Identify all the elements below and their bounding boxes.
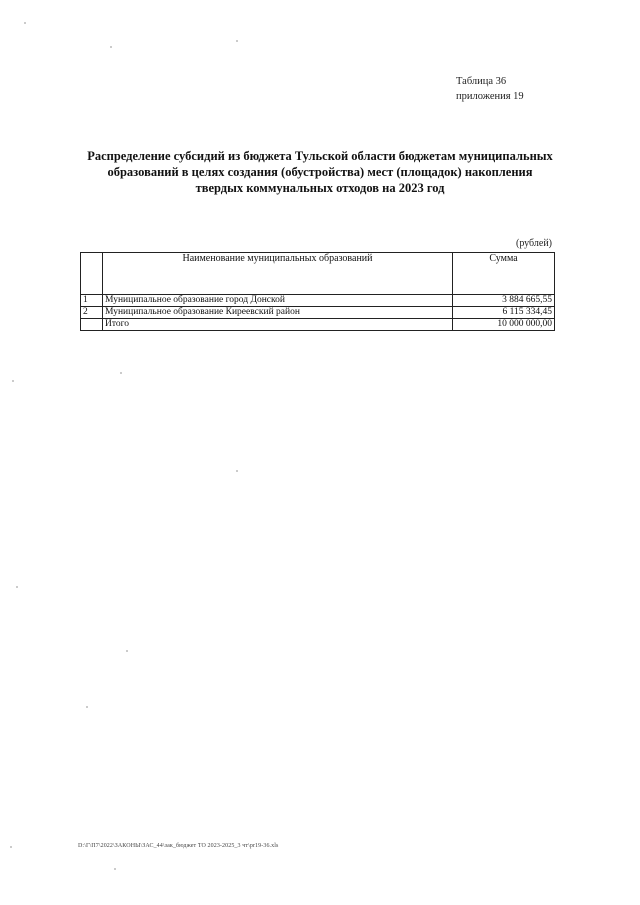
total-name-cell: Итого	[103, 319, 453, 331]
scan-speck	[120, 372, 122, 374]
annex-number-label: приложения 19	[456, 91, 524, 102]
row-number-cell: 2	[81, 307, 103, 319]
table-number-label: Таблица 36	[456, 76, 507, 87]
total-sum-cell: 10 000 000,00	[453, 319, 555, 331]
title-line-2: образований в целях создания (обустройства) мест (площадок) накопления	[107, 165, 533, 179]
table-row	[81, 295, 555, 307]
total-number-cell	[81, 319, 103, 331]
scan-speck	[24, 22, 26, 24]
scan-speck	[12, 380, 14, 382]
table-header-row	[81, 253, 555, 295]
currency-units-label: (рублей)	[515, 238, 552, 249]
header-name-cell: Наименование муниципальных образований	[103, 253, 453, 295]
document-title	[70, 148, 570, 196]
title-line-3: твердых коммунальных отходов на 2023 год	[195, 181, 445, 195]
scan-speck	[236, 40, 238, 42]
scan-speck	[86, 706, 88, 708]
scan-speck	[236, 470, 238, 472]
header-number-cell	[81, 253, 103, 295]
row-sum-cell: 6 115 334,45	[453, 307, 555, 319]
row-sum-cell: 3 884 665,55	[453, 295, 555, 307]
scan-speck	[110, 46, 112, 48]
scan-speck	[126, 650, 128, 652]
scan-speck	[16, 586, 18, 588]
subsidy-distribution-table	[80, 252, 555, 331]
file-path-footer: D:\Г\П7\2022\ЗАКОНЫ\ЗАС_44\зак_бюджет ТО 2023-2025_3 чт\pr19-36.xls	[78, 843, 279, 849]
row-name-cell: Муниципальное образование город Донской	[103, 295, 453, 307]
row-number-cell: 1	[81, 295, 103, 307]
table-row	[81, 307, 555, 319]
header-sum-cell: Сумма	[453, 253, 555, 295]
scan-speck	[114, 868, 116, 870]
title-line-1: Распределение субсидий из бюджета Тульской области бюджетам муниципальных	[87, 149, 553, 163]
appendix-reference	[456, 74, 524, 104]
table-total-row	[81, 319, 555, 331]
row-name-cell: Муниципальное образование Киреевский район	[103, 307, 453, 319]
scan-speck	[10, 846, 12, 848]
